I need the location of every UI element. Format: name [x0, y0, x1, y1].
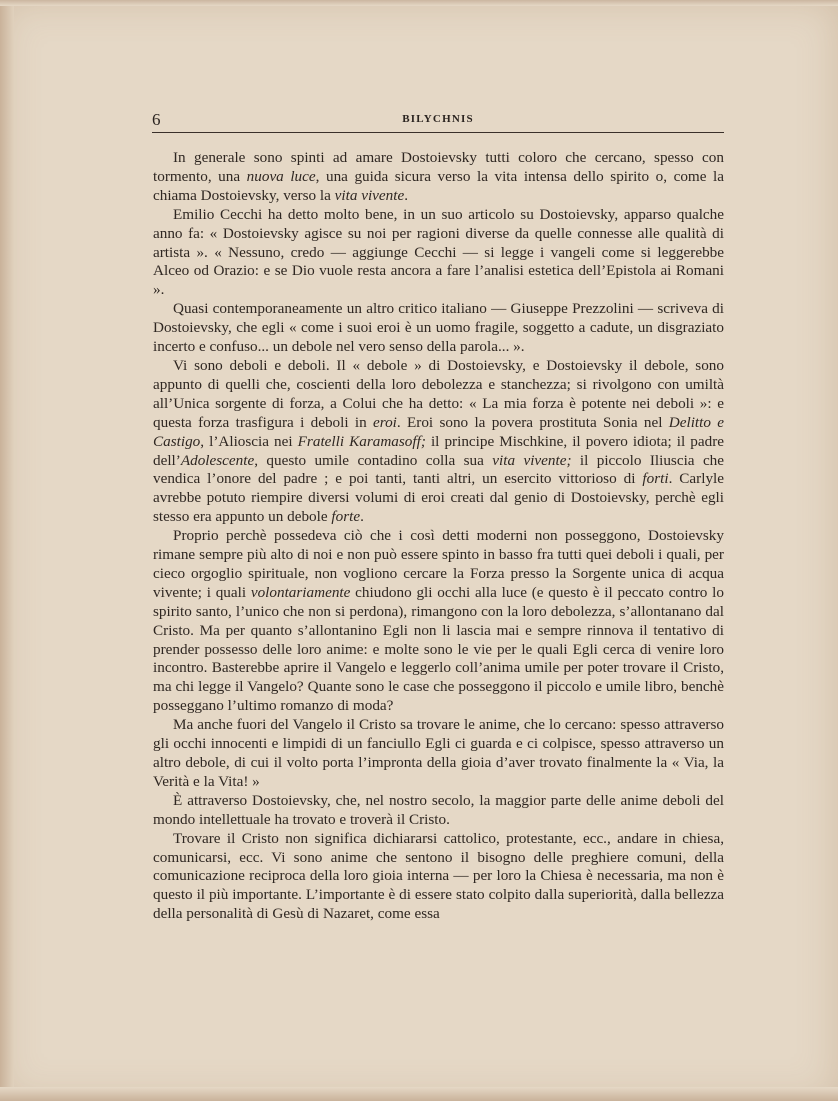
italic-text: eroi	[373, 413, 397, 431]
italic-text: nuova luce	[246, 167, 316, 185]
italic-text: forte	[331, 508, 361, 526]
text-run: , l’Alioscia nei	[200, 432, 298, 450]
page-number: 6	[152, 110, 161, 129]
text-run: il piccolo Iliuscia che vendica l’onore del padre ; e poi tanti, tanti altri, un esercito vittorioso di	[153, 451, 725, 488]
italic-text: Fratelli Karamasoff;	[297, 432, 426, 450]
text-run: Proprio perchè possedeva ciò che i così detti moderni non posseggono, Dostoievsky rimane sempre più alto di noi e non può essere spinto in basso fra tutti quei deboli i quali, per cieco orgoglio spirituale, non vogliono cercare la Forza presso la Sorgente unica di acqua vivente; i quali	[153, 527, 724, 601]
italic-text: Delitto e Castigo	[153, 413, 725, 450]
text-run: Vi sono deboli e deboli. Il « debole » di Dostoievsky, e Dostoievsky il debole, sono appunto di quelli che, coscienti della loro debolezza e stanchezza; si rivolgono con umiltà all’Unica sorgente di forza, a Colui che ha detto: « La mia forza è potente nei deboli »: e questa forza trasfigura i deboli in	[153, 356, 724, 431]
body-paragraph	[153, 357, 724, 527]
body-paragraph	[153, 206, 724, 301]
text-run: In generale sono spinti ad amare Dostoievsky tutti coloro che cercano, spesso con tormento, una	[153, 149, 724, 185]
text-run: .	[360, 508, 364, 526]
body-paragraph	[153, 792, 724, 830]
italic-text: Adolescente	[180, 451, 255, 469]
text-run: È attraverso Dostoievsky, che, nel nostro secolo, la maggior parte delle anime deboli del mondo intellettuale ha trovato e troverà il Cristo.	[153, 791, 724, 828]
page-bottom-edge	[0, 1087, 838, 1101]
italic-text: vita vivente;	[492, 451, 572, 469]
text-run: Ma anche fuori del Vangelo il Cristo sa trovare le anime, che lo cercano: spesso attraverso gli occhi innocenti e limpidi di un fanciullo Egli ci guarda e ci colpisce, spesso attraverso un altro debole, di cui il volto porta l’impronta della gioia d’aver trovato finalmente la « Via, la Verità e la Vita! »	[153, 716, 724, 790]
text-run: Trovare il Cristo non significa dichiararsi cattolico, protestante, ecc., andare in chiesa, comunicarsi, ecc. Vi sono anime che sentono il bisogno delle preghiere comuni, della comunicazione reciproca della loro gioia interna — per loro la Chiesa è necessaria, ma non è questo il più importante. L’importante è di essere stato colpito dalla superiorità, dalla bellezza della personalità di Gesù di Nazaret, come essa	[153, 829, 724, 923]
running-title: BILYCHNIS	[402, 113, 474, 125]
text-run: . Carlyle avrebbe potuto riempire diversi volumi di eroi creati dal genio di Dostoievsky, perchè egli stesso era appunto un debole	[153, 470, 725, 526]
page-top-edge	[0, 0, 838, 6]
page-header	[152, 110, 724, 132]
text-run: . Eroi sono la povera prostituta Sonia nel	[396, 413, 669, 431]
text-run: il principe Mischkine, il povero idiota; il padre dell’	[153, 432, 724, 469]
header-rule	[152, 132, 724, 133]
text-run: Emilio Cecchi ha detto molto bene, in un suo articolo su Dostoievsky, apparso qualche anno fa: « Dostoievsky agisce su noi per ragioni diverse da quelle connesse alle qualità di artista ». « Nessuno, credo — aggiunge Cecchi — si legge i vangeli come si leggerebbe Alceo od Orazio: e se Dio vuole resta ancora a fare l’analisi estetica dell’Epistola ai Romani ».	[153, 205, 724, 299]
page-left-edge	[0, 0, 14, 1101]
body-paragraph	[153, 149, 724, 206]
text-run: , una guida sicura verso la vita intensa dello spirito o, come la chiama Dostoievsky, verso la	[153, 167, 724, 204]
body-paragraph	[153, 716, 724, 792]
text-run: chiudono gli occhi alla luce (e questo è il peccato contro lo spirito santo, l’unico che non si perdona), rimangono con la loro debolezza, s’allontanano dal Cristo. Ma per quanto s’allontanino Egli non li lascia mai e sempre rinnova il tentativo di prender possesso delle loro anime: e molte sono le vie per le quali Egli cerca di venire loro incontro. Basterebbe aprire il Vangelo e leggerlo coll’anima umile per poter trovare il Cristo, ma chi legge il Vangelo? Quante sono le case che posseggono il piccolo e umile libro, benchè posseggano l’ultimo romanzo di moda?	[153, 583, 724, 715]
italic-text: volontariamente	[250, 583, 351, 601]
text-run: , questo umile contadino colla sua	[254, 451, 493, 469]
body-paragraph	[153, 527, 724, 716]
italic-text: forti	[642, 470, 669, 488]
text-run: Quasi contemporaneamente un altro critico italiano — Giuseppe Prezzolini — scriveva di Dostoievsky, che egli « come i suoi eroi è un uomo fragile, soggetto a cadute, un disgraziato incerto e confuso... un debole nel vero senso della parola... ».	[153, 300, 724, 356]
italic-text: vita vivente	[334, 186, 405, 204]
body-paragraph	[153, 300, 724, 357]
text-run: .	[404, 186, 409, 204]
body-paragraph	[153, 830, 724, 925]
body-text	[153, 149, 724, 924]
